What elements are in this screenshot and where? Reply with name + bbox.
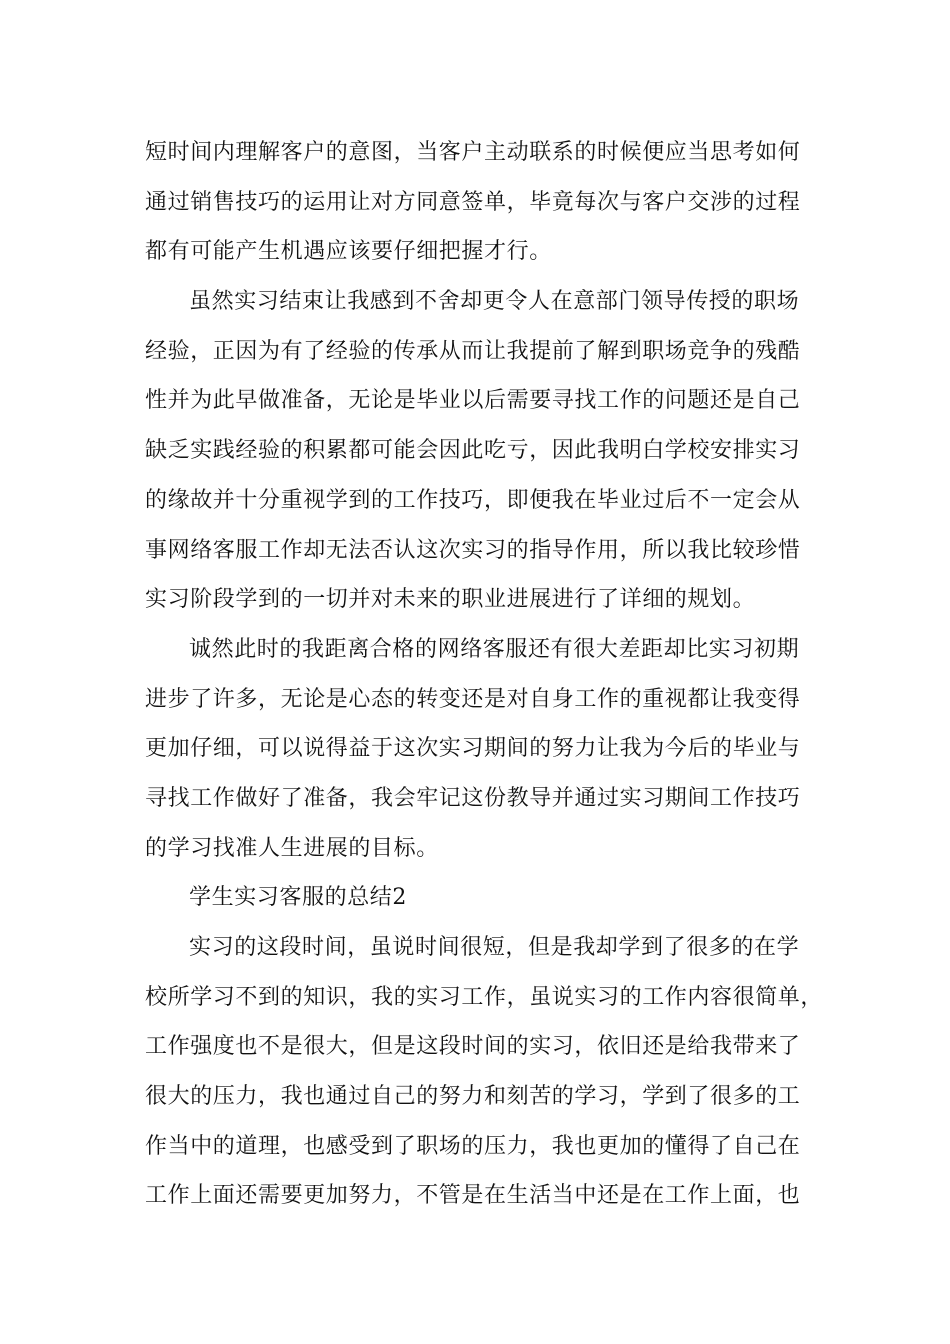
text-line: 缺乏实践经验的积累都可能会因此吃亏，因此我明白学校安排实习 xyxy=(145,438,801,464)
text-line: 很大的压力，我也通过自己的努力和刻苦的学习，学到了很多的工 xyxy=(145,1084,801,1110)
paragraph-2 xyxy=(145,277,815,625)
text-line: 寻找工作做好了准备，我会牢记这份教导并通过实习期间工作技巧 xyxy=(145,785,801,811)
text-line: 通过销售技巧的运用让对方同意签单，毕竟每次与客户交涉的过程 xyxy=(145,189,801,215)
text-line: 实习的这段时间，虽说时间很短，但是我却学到了很多的在学 xyxy=(189,935,800,960)
text-line: 的缘故并十分重视学到的工作技巧，即便我在毕业过后不一定会从 xyxy=(145,487,801,513)
paragraph-1 xyxy=(145,128,815,277)
text-line: 经验，正因为有了经验的传承从而让我提前了解到职场竞争的残酷 xyxy=(145,338,801,364)
text-line: 事网络客服工作却无法否认这次实习的指导作用，所以我比较珍惜 xyxy=(145,537,801,563)
text-line: 校所学习不到的知识，我的实习工作，虽说实习的工作内容很简单， xyxy=(145,984,824,1010)
text-line: 进步了许多，无论是心态的转变还是对自身工作的重视都让我变得 xyxy=(145,686,801,712)
text-line: 的学习找准人生进展的目标。 xyxy=(145,835,439,861)
section-title: 学生实习客服的总结2 xyxy=(189,885,407,911)
text-line: 工作上面还需要更加努力，不管是在生活当中还是在工作上面，也 xyxy=(145,1183,801,1209)
text-line: 虽然实习结束让我感到不舍却更令人在意部门领导传授的职场 xyxy=(189,289,800,315)
text-line: 短时间内理解客户的意图，当客户主动联系的时候便应当思考如何 xyxy=(145,140,801,165)
document-body xyxy=(145,128,824,1221)
text-line: 都有可能产生机遇应该要仔细把握才行。 xyxy=(145,239,552,265)
text-line: 性并为此早做准备，无论是毕业以后需要寻找工作的问题还是自己 xyxy=(145,388,801,414)
text-line: 诚然此时的我距离合格的网络客服还有很大差距却比实习初期 xyxy=(189,636,800,662)
text-line: 实习阶段学到的一切并对未来的职业进展进行了详细的规划。 xyxy=(145,587,756,613)
paragraph-3 xyxy=(145,625,815,873)
section-heading xyxy=(145,873,815,923)
text-line: 作当中的道理，也感受到了职场的压力，我也更加的懂得了自己在 xyxy=(145,1133,801,1159)
text-line: 更加仔细，可以说得益于这次实习期间的努力让我为今后的毕业与 xyxy=(145,736,801,762)
paragraph-4 xyxy=(145,923,824,1221)
text-line: 工作强度也不是很大，但是这段时间的实习，依旧还是给我带来了 xyxy=(145,1034,801,1060)
